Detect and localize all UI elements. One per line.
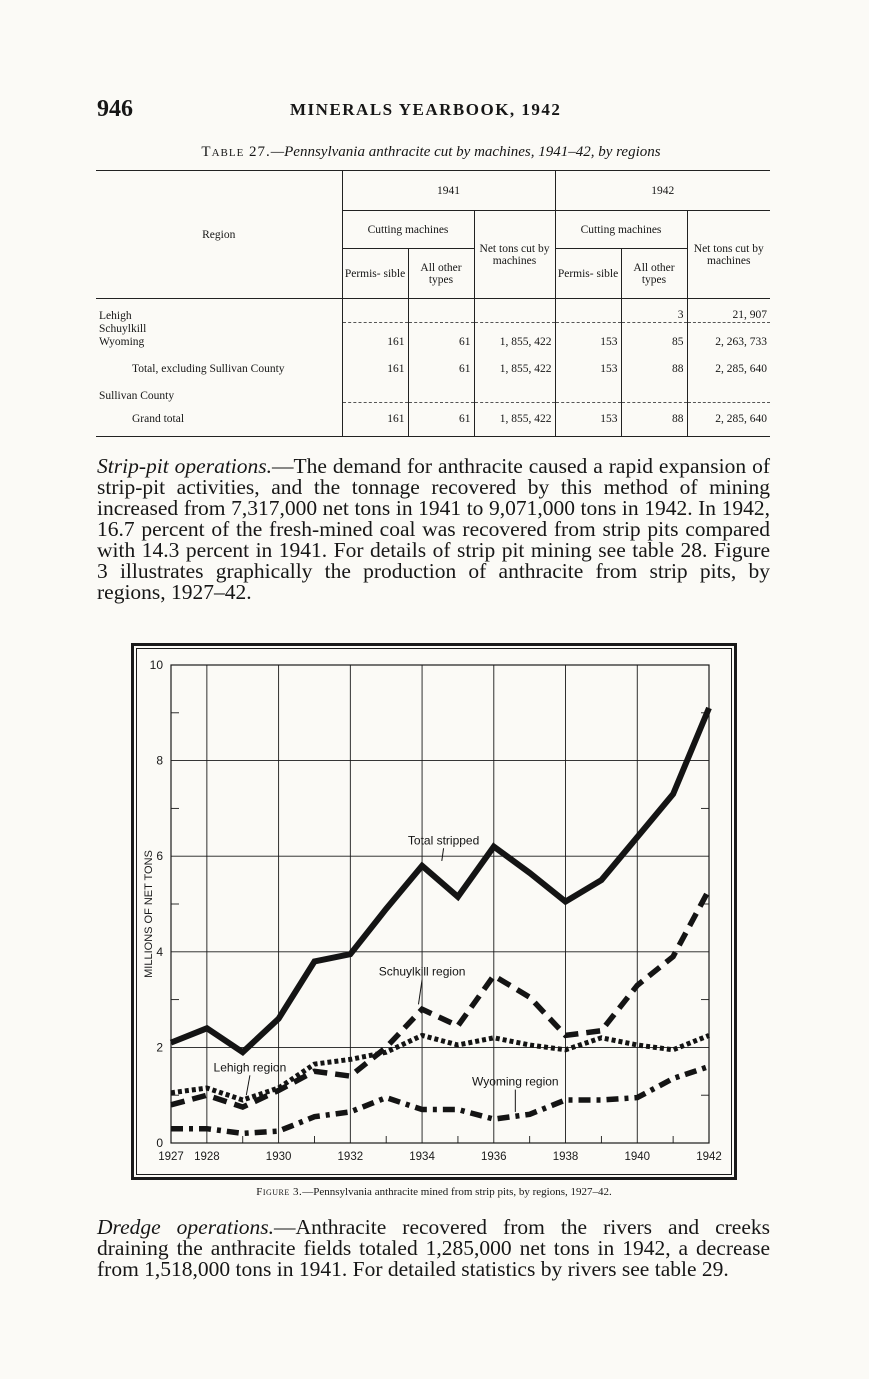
series-line (171, 1067, 709, 1134)
header-year-1941: 1941 (342, 171, 555, 211)
y-tick-label: 10 (149, 658, 163, 672)
series-label: Lehigh region (213, 1060, 287, 1075)
paragraph-body: —The demand for anthracite caused a rapid expansion of strip-pit activities, and the tonnage recovered by this method of mining increased from 7,317,000 net tons in 1941 to 9,071,000 tons in 1942. In 1942, 16.7 percent of the fresh-mined coal was recovered from strip pits compared with 14.3 percent in 1941. For details of strip pit mining see table 28. Figure 3 illustrates graphically the production of anthracite from strip pits, by regions, 1927–42. (97, 454, 770, 604)
line-chart (131, 643, 737, 1180)
row-region: Sullivan County (96, 390, 342, 403)
y-tick-label: 8 (156, 753, 163, 768)
cell (342, 390, 408, 403)
cell: 153 (555, 403, 621, 437)
y-tick-label: 2 (156, 1040, 163, 1055)
x-tick-label: 1932 (337, 1151, 364, 1163)
paragraph-lead: Strip-pit operations. (97, 454, 273, 478)
cell: 161 (342, 403, 408, 437)
cell (408, 323, 474, 336)
cell (474, 390, 555, 403)
cell (474, 299, 555, 323)
x-tick-label: 1940 (624, 1151, 651, 1163)
cell: 2, 285, 640 (715, 363, 767, 375)
cell: 2, 285, 640 (715, 413, 767, 425)
label-leader (246, 1075, 250, 1095)
table-row (96, 323, 770, 336)
cell (555, 323, 621, 336)
row-region: Total, excluding Sullivan County (96, 350, 342, 390)
table-row (96, 299, 770, 323)
cell (621, 390, 687, 403)
label-leader (442, 848, 444, 861)
table-caption (96, 144, 766, 161)
series-line (171, 890, 709, 1107)
table-row (96, 336, 770, 350)
table-row (96, 350, 770, 390)
figure-caption-text: —Pennsylvania anthracite mined from strip pits, by regions, 1927–42. (302, 1186, 612, 1198)
y-axis-label: MILLIONS OF NET TONS (143, 850, 155, 978)
header-permissible-1941: Permis- sible (342, 249, 408, 299)
cell: 88 (621, 403, 687, 437)
cell: 85 (621, 336, 687, 350)
row-region: Wyoming (96, 336, 342, 350)
cell (408, 390, 474, 403)
table-title: —Pennsylvania anthracite cut by machines, 1941–42, by regions (270, 144, 661, 160)
paragraph-body: —Anthracite recovered from the rivers and creeks draining the anthracite fields totaled 1,285,000 net tons in 1942, a decrease from 1,518,000 tons in 1941. For detailed statistics by rivers see table 29. (97, 1215, 771, 1281)
header-net-tons-1941: Net tons cut by machines (474, 211, 555, 299)
series-label: Wyoming region (472, 1074, 559, 1089)
paragraph-strip-pit (97, 456, 770, 603)
x-tick-label: 1934 (409, 1151, 435, 1163)
series-label: Schuylkill region (378, 964, 466, 979)
cell: 3 (621, 299, 687, 323)
cell: 21, 907 (687, 299, 770, 323)
x-tick-label: 1930 (265, 1151, 292, 1163)
figure-caption (131, 1186, 737, 1198)
x-tick-label: 1936 (481, 1151, 507, 1163)
y-tick-label: 4 (156, 944, 163, 959)
paragraph-lead: Dredge operations. (97, 1215, 275, 1239)
cell (687, 323, 770, 336)
cell: 61 (408, 403, 474, 437)
header-all-other-1941: All other types (408, 249, 474, 299)
y-tick-label: 0 (156, 1136, 163, 1150)
running-head: MINERALS YEARBOOK, 1942 (290, 100, 562, 119)
header-permissible-1942: Permis- sible (555, 249, 621, 299)
header-cutting-machines-1942: Cutting machines (555, 211, 687, 249)
label-leader (418, 980, 422, 1005)
table-row (96, 390, 770, 403)
series-label: Total stripped (407, 833, 480, 848)
cell: 1, 855, 422 (474, 350, 555, 390)
cell (555, 390, 621, 403)
cell: 61 (408, 350, 474, 390)
paragraph-dredge (97, 1217, 770, 1280)
row-region: Lehigh (96, 299, 342, 323)
header-net-tons-1942: Net tons cut by machines (687, 211, 770, 299)
data-table (96, 170, 770, 437)
cell (687, 390, 770, 403)
header-year-1942: 1942 (555, 171, 770, 211)
header-all-other-1942: All other types (621, 249, 687, 299)
cell (342, 323, 408, 336)
cell: 1, 855, 422 (474, 336, 555, 350)
cell: 153 (555, 336, 621, 350)
cell: 61 (408, 336, 474, 350)
cell: 161 (342, 336, 408, 350)
cell: 88 (621, 350, 687, 390)
x-tick-label: 1927 (158, 1151, 184, 1163)
header-cutting-machines-1941: Cutting machines (342, 211, 474, 249)
cell (621, 323, 687, 336)
cell: 2, 263, 733 (715, 336, 767, 348)
cell: 1, 855, 422 (474, 403, 555, 437)
page-number: 946 (97, 96, 133, 122)
cell: 161 (342, 350, 408, 390)
cell: 153 (555, 350, 621, 390)
row-region: Schuylkill (96, 323, 342, 336)
x-tick-label: 1942 (696, 1151, 722, 1163)
row-region: Grand total (96, 403, 342, 437)
cell (555, 299, 621, 323)
table-row (96, 403, 770, 437)
header-region: Region (96, 171, 342, 299)
cell (474, 323, 555, 336)
y-tick-label: 6 (156, 849, 163, 864)
figure-label: Figure 3. (256, 1186, 303, 1198)
x-tick-label: 1938 (552, 1151, 579, 1163)
cell (408, 299, 474, 323)
x-tick-label: 1928 (194, 1151, 220, 1163)
cell (342, 299, 408, 323)
table-label: Table 27. (201, 144, 271, 160)
